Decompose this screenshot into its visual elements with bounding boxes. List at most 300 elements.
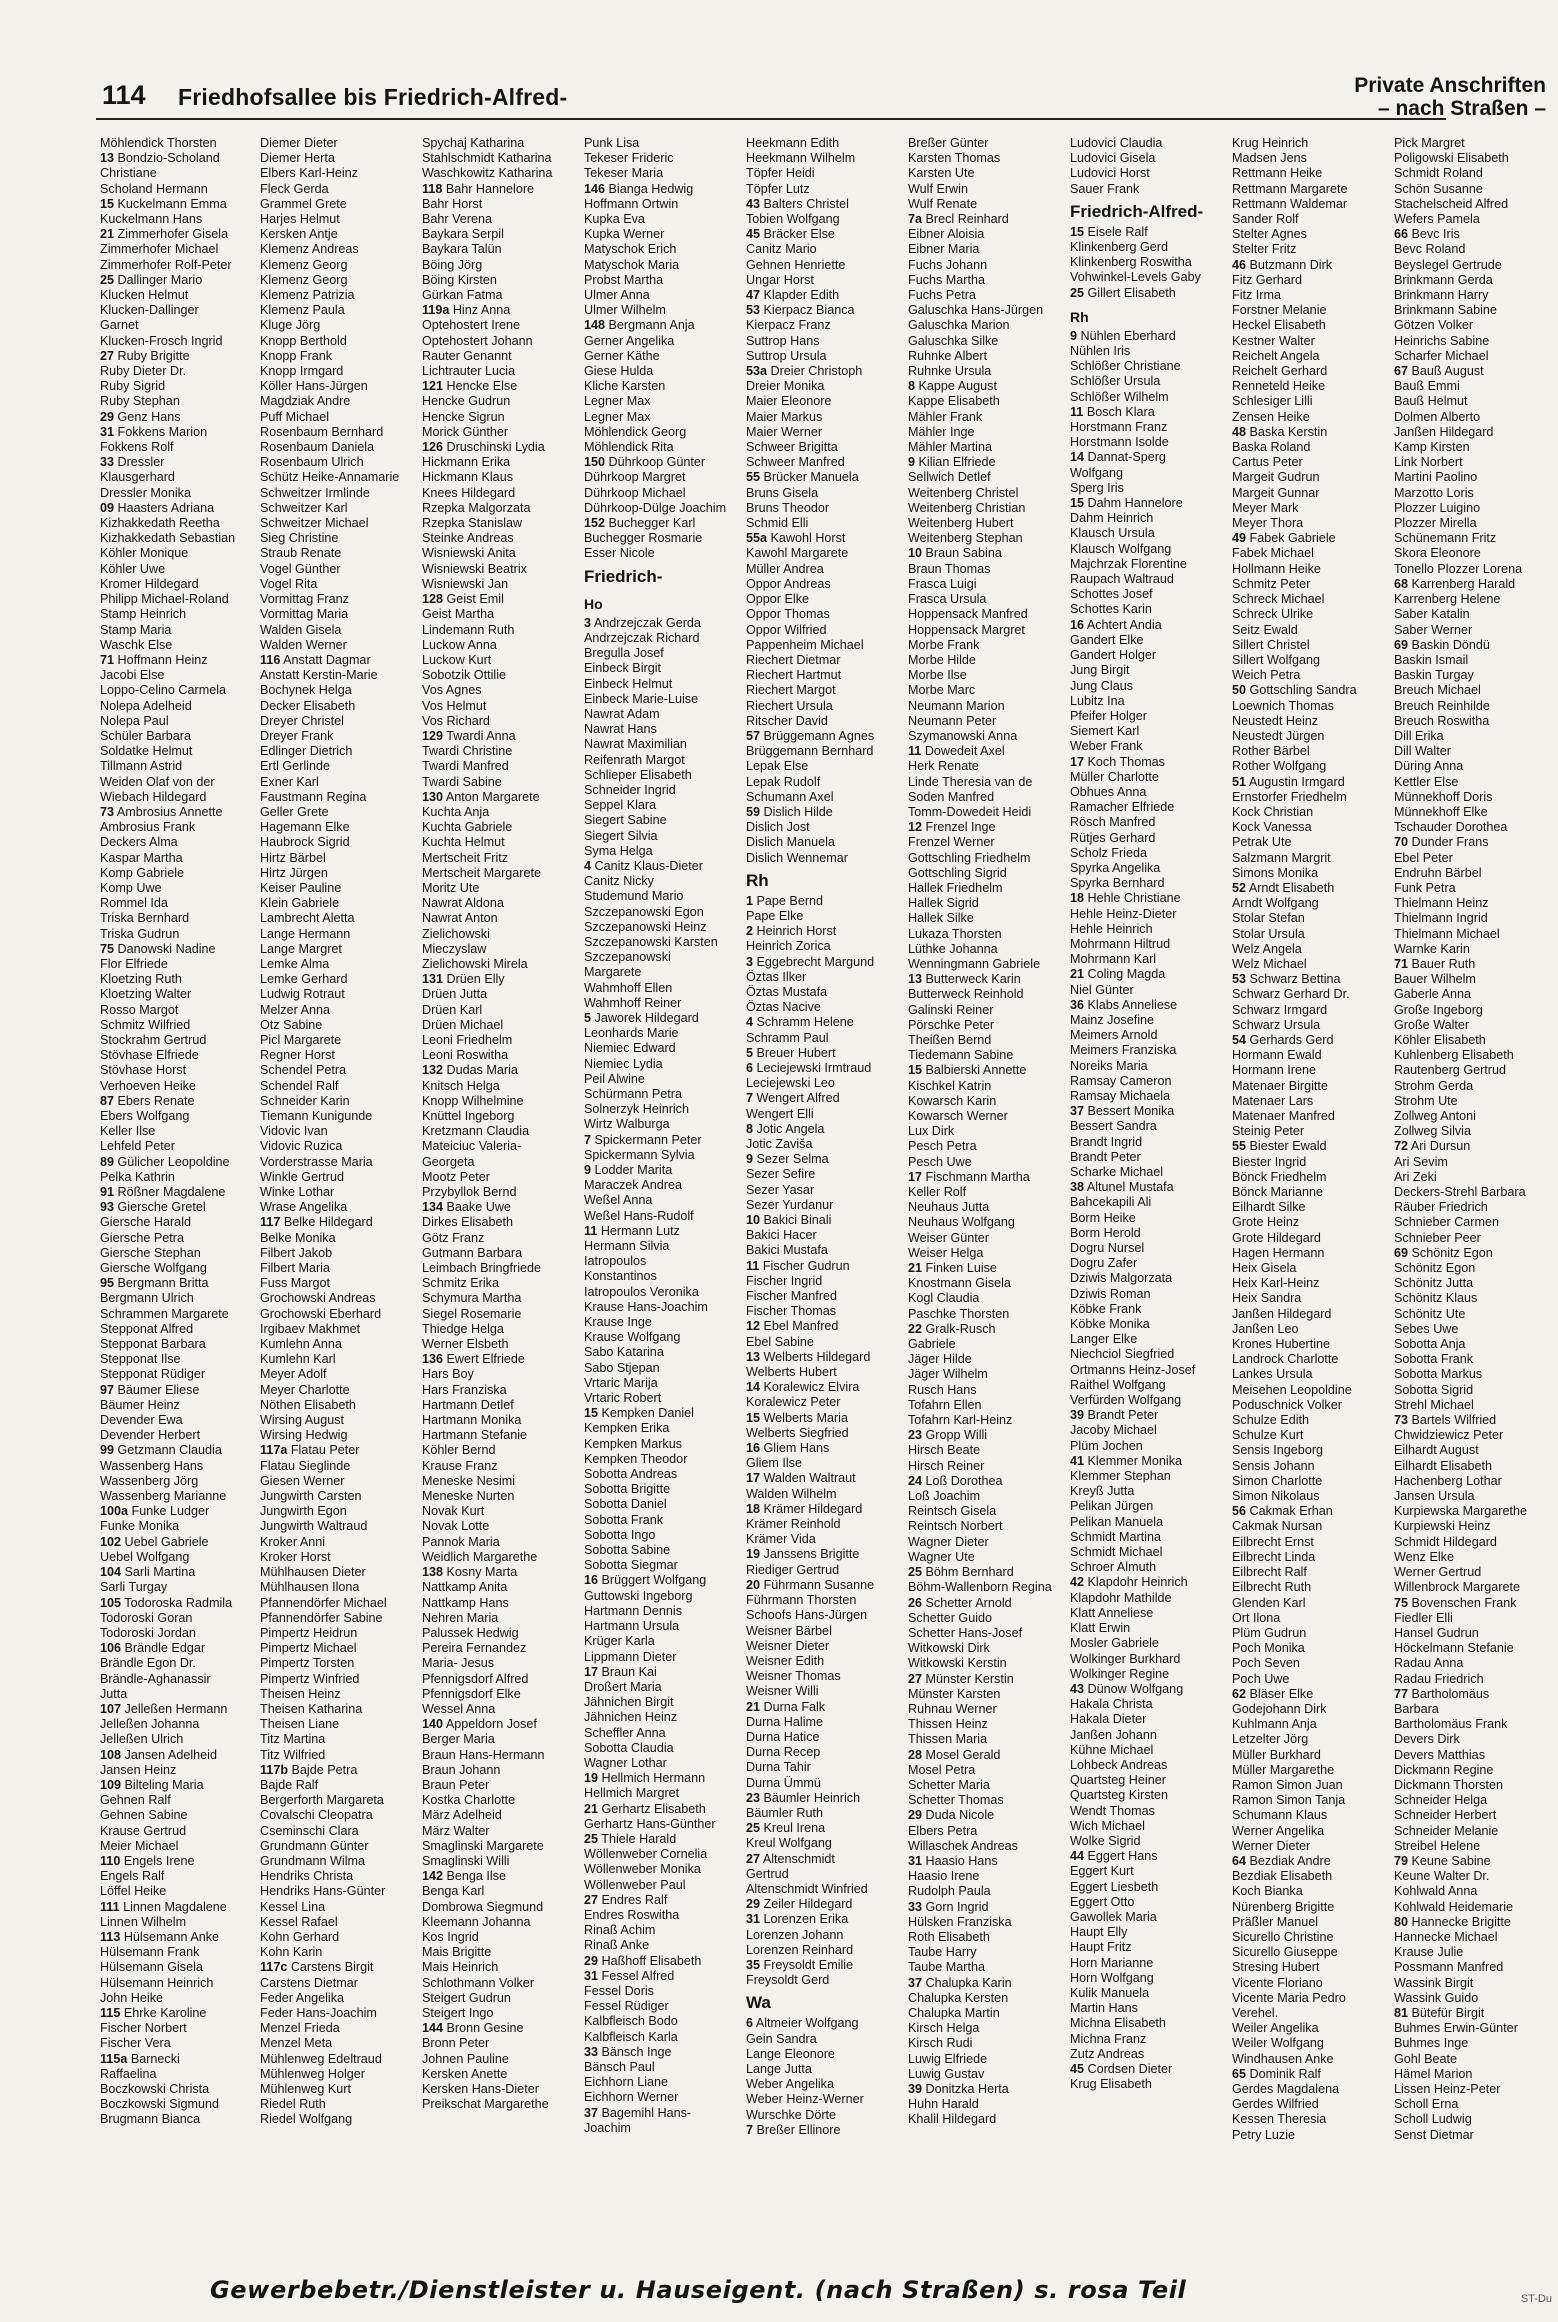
resident-entry [584, 1497, 746, 1512]
resident-entry [1394, 242, 1556, 257]
house-number: 66 [1394, 227, 1409, 242]
resident-name: Beyslegel Gertrude [1394, 257, 1502, 272]
resident-entry [100, 1763, 262, 1778]
resident-entry [1232, 1443, 1394, 1458]
resident-name: Donitzka Herta [925, 2082, 1009, 2096]
resident-name: Hämel Marion [1394, 2066, 1473, 2081]
resident-entry [584, 768, 746, 783]
resident-name: Janssens Brigitte [763, 1547, 860, 1562]
resident-entry [584, 1163, 746, 1178]
resident-entry [422, 699, 584, 714]
resident-name: Rudolph Paula [908, 1884, 991, 1899]
resident-name: Vrtaric Robert [584, 1391, 662, 1406]
resident-entry [422, 1626, 584, 1641]
resident-entry [1394, 1276, 1556, 1291]
resident-entry [746, 455, 908, 470]
resident-name: Sobotta Sigrid [1394, 1382, 1474, 1397]
resident-name: Dührkoop-Dülge Joachim [584, 500, 727, 515]
resident-entry [1232, 2097, 1394, 2112]
resident-entry [1394, 851, 1556, 866]
resident-name: Martini Paolino [1394, 470, 1478, 485]
resident-entry [584, 1315, 746, 1330]
resident-entry [422, 1109, 584, 1124]
resident-entry [1070, 679, 1232, 694]
resident-entry [1232, 1155, 1394, 1170]
resident-name: Bräcker Else [763, 227, 835, 242]
resident-name: Gehnen Sabine [100, 1808, 188, 1823]
resident-entry [1232, 1261, 1394, 1276]
resident-name: Buhmes Erwin-Günter [1394, 2021, 1518, 2036]
resident-entry [1394, 2021, 1556, 2036]
resident-name: Funke Monika [100, 1519, 180, 1534]
resident-name: Jung Claus [1070, 678, 1134, 693]
resident-entry [1394, 1778, 1556, 1793]
resident-name: Gorn Ingrid [925, 1899, 989, 1914]
resident-entry [100, 1778, 262, 1793]
resident-entry [260, 349, 422, 364]
resident-name: Krones Hubertine [1232, 1337, 1331, 1352]
resident-entry [908, 546, 1070, 561]
resident-entry [746, 1928, 908, 1943]
house-number: 17 [746, 1471, 761, 1486]
resident-entry [260, 1504, 422, 1519]
resident-name: Kilian Elfriede [918, 455, 996, 470]
resident-entry [1070, 1515, 1232, 1530]
resident-entry [422, 1048, 584, 1063]
house-number: 21 [746, 1699, 761, 1714]
resident-entry [746, 714, 908, 729]
resident-entry [100, 835, 262, 850]
resident-name: Gawollek Maria [1070, 1909, 1157, 1924]
resident-name: Stamp Heinrich [100, 607, 187, 622]
resident-name: Köhler Elisabeth [1394, 1032, 1486, 1047]
resident-entry [584, 1726, 746, 1741]
resident-name: Krause Inge [584, 1315, 652, 1330]
house-number: 21 [584, 1801, 599, 1816]
resident-entry [746, 2077, 908, 2092]
resident-entry [1070, 2032, 1232, 2047]
resident-entry [908, 440, 1070, 455]
resident-name: Münnekhoff Elke [1394, 804, 1488, 819]
resident-name: Deckers Alma [100, 835, 178, 850]
resident-entry [1232, 1094, 1394, 1109]
resident-name: Georgeta [422, 1154, 475, 1169]
resident-entry [1394, 349, 1556, 364]
resident-name: Morbe Ilse [908, 668, 967, 683]
resident-entry [100, 1550, 262, 1565]
resident-entry [908, 1672, 1070, 1687]
resident-entry [584, 646, 746, 661]
resident-entry [908, 166, 1070, 181]
resident-name: Hormann Ewald [1232, 1048, 1322, 1063]
resident-entry [908, 1824, 1070, 1839]
resident-entry [1394, 1976, 1556, 1991]
resident-entry [1070, 1697, 1232, 1712]
resident-name: Vrtaric Marija [584, 1375, 658, 1390]
resident-name: Wenningmann Gabriele [908, 956, 1041, 971]
resident-entry [1394, 227, 1556, 242]
resident-entry [584, 1421, 746, 1436]
resident-name: Danowski Nadine [117, 941, 216, 956]
resident-name: Schönitz Ute [1394, 1306, 1466, 1321]
resident-entry [100, 410, 262, 425]
resident-entry [1394, 379, 1556, 394]
resident-entry [908, 2021, 1070, 2036]
resident-name: Butterweck Karin [925, 972, 1021, 987]
resident-name: Bessert Sandra [1070, 1119, 1157, 1134]
resident-name: Fitz Irma [1232, 288, 1281, 303]
resident-entry [1232, 699, 1394, 714]
resident-entry [1232, 2052, 1394, 2067]
resident-entry [260, 166, 422, 181]
resident-entry [1394, 1626, 1556, 1641]
resident-entry [584, 677, 746, 692]
resident-entry [1394, 470, 1556, 485]
resident-entry [746, 288, 908, 303]
resident-name: Kurpiewski Heinz [1394, 1519, 1491, 1534]
resident-name: Simon Nikolaus [1232, 1489, 1320, 1504]
resident-entry [1394, 258, 1556, 273]
resident-entry [584, 470, 746, 485]
resident-name: Ari Dursun [1410, 1139, 1471, 1154]
resident-name: Canitz Mario [746, 242, 817, 257]
resident-entry [584, 1452, 746, 1467]
resident-name: Luwig Gustav [908, 2066, 985, 2081]
resident-entry [422, 1352, 584, 1367]
resident-name: Rettmann Margarete [1232, 181, 1348, 196]
resident-name: Nawrat Maximilian [584, 737, 687, 752]
resident-name: Präßler Manuel [1232, 1914, 1319, 1929]
resident-entry [1394, 1139, 1556, 1154]
resident-name: Koch Bianka [1232, 1884, 1303, 1899]
resident-name: Meimers Franziska [1070, 1043, 1177, 1058]
resident-entry [1232, 729, 1394, 744]
resident-entry [1394, 288, 1556, 303]
resident-entry [260, 2036, 422, 2051]
resident-entry [100, 1231, 262, 1246]
resident-name: Drüen Karl [422, 1002, 483, 1017]
resident-name: Arndt Wolfgang [1232, 896, 1319, 911]
resident-entry [1070, 1880, 1232, 1895]
resident-entry [584, 1543, 746, 1558]
resident-name: Hencke Gudrun [422, 394, 511, 409]
house-number: 142 [422, 1869, 444, 1884]
resident-entry [908, 607, 1070, 622]
resident-entry [1070, 739, 1232, 754]
resident-entry [584, 1026, 746, 1041]
resident-entry [422, 227, 584, 242]
resident-entry [746, 1183, 908, 1198]
resident-name: Keller Rolf [908, 1185, 967, 1200]
resident-name: Gehnen Henriette [746, 257, 846, 272]
resident-name: Rautenberg Gertrud [1394, 1063, 1507, 1078]
resident-name: Pannok Maria [422, 1534, 500, 1549]
resident-name: Kuckelmann Hans [100, 212, 203, 227]
resident-entry [100, 501, 262, 516]
resident-name: Wenz Elke [1394, 1549, 1454, 1564]
resident-entry [100, 182, 262, 197]
resident-entry [584, 1832, 746, 1847]
resident-name: Mosler Gabriele [1070, 1636, 1159, 1651]
resident-entry [422, 1398, 584, 1413]
resident-entry [1070, 663, 1232, 678]
resident-entry [260, 1596, 422, 1611]
resident-name: Leciejewski Irmtraud [756, 1060, 872, 1075]
resident-entry [1070, 922, 1232, 937]
resident-entry [100, 1641, 262, 1656]
house-number: 21 [908, 1261, 923, 1276]
resident-name: Horstmann Franz [1070, 420, 1168, 435]
resident-entry [1232, 1732, 1394, 1747]
resident-name: Scholl Ludwig [1394, 2112, 1472, 2127]
resident-name: Kalbfleisch Karla [584, 2029, 678, 2044]
resident-name: Mähler Frank [908, 409, 983, 424]
resident-name: Lorenzen Johann [746, 1927, 844, 1942]
resident-name: Nattkamp Anita [422, 1580, 508, 1595]
resident-entry [1232, 288, 1394, 303]
resident-entry [422, 1611, 584, 1626]
house-number: 72 [1394, 1139, 1409, 1154]
resident-entry [1070, 1074, 1232, 1089]
resident-name: Schwarz Bettina [1249, 972, 1341, 987]
resident-entry [746, 1426, 908, 1441]
resident-entry [422, 1854, 584, 1869]
resident-name: Einbeck Birgit [584, 661, 661, 676]
resident-entry [422, 2021, 584, 2036]
house-number: 113 [100, 1929, 121, 1944]
resident-name: Brücker Manuela [763, 470, 859, 485]
resident-name: Stövhase Horst [100, 1063, 187, 1078]
resident-entry [1394, 911, 1556, 926]
resident-name: Hartmann Ursula [584, 1619, 680, 1634]
resident-name: Landrock Charlotte [1232, 1352, 1339, 1367]
resident-name: Herk Renate [908, 759, 979, 774]
resident-entry [746, 242, 908, 257]
resident-name: Raithel Wolfgang [1070, 1377, 1166, 1392]
resident-name: Schumann Axel [746, 789, 834, 804]
resident-name: Menzel Meta [260, 2036, 333, 2051]
resident-entry [422, 1869, 584, 1884]
resident-name: Rauter Genannt [422, 348, 512, 363]
resident-name: Klemenz Paula [260, 303, 345, 318]
resident-name: Öztas Mustafa [746, 984, 828, 999]
resident-name: Loewnich Thomas [1232, 698, 1334, 713]
resident-entry [746, 303, 908, 318]
resident-entry [100, 318, 262, 333]
resident-entry [260, 1352, 422, 1367]
resident-entry [260, 1763, 422, 1778]
resident-name: Kohlwald Heidemarie [1394, 1899, 1514, 1914]
resident-name: Mähler Martina [908, 440, 992, 455]
resident-name: Bergmann Ulrich [100, 1291, 194, 1306]
resident-name: Brüggemann Bernhard [746, 744, 874, 759]
resident-name: Eggert Kurt [1070, 1864, 1134, 1879]
resident-name: Dombrowa Siegmund [422, 1899, 544, 1914]
resident-entry [100, 957, 262, 972]
resident-entry [422, 2006, 584, 2021]
resident-name: Matyschok Maria [584, 257, 680, 272]
resident-name: Knopp Berthold [260, 333, 347, 348]
resident-entry [1070, 952, 1232, 967]
resident-entry [1070, 998, 1232, 1013]
resident-name: Magdziak Andre [260, 394, 351, 409]
resident-name: Müller Andrea [746, 561, 824, 576]
resident-name: Twardi Anna [446, 728, 516, 743]
resident-name: Tofahrn Karl-Heinz [908, 1413, 1013, 1428]
resident-name: Devers Dirk [1394, 1732, 1460, 1747]
resident-entry [422, 1565, 584, 1580]
resident-entry [422, 1018, 584, 1033]
resident-name: Riechert Hartmut [746, 668, 842, 683]
resident-name: Regner Horst [260, 1048, 335, 1063]
resident-name: Weiden Olaf von der [100, 774, 215, 789]
resident-entry [422, 744, 584, 759]
resident-entry [260, 516, 422, 531]
resident-entry [584, 349, 746, 364]
resident-entry [584, 258, 746, 273]
resident-entry [260, 303, 422, 318]
resident-name: Bönck Marianne [1232, 1185, 1324, 1200]
resident-entry [584, 950, 746, 965]
resident-entry [260, 1261, 422, 1276]
resident-entry [1232, 1215, 1394, 1230]
resident-name: Pfennigsdorf Alfred [422, 1671, 529, 1686]
house-number: 15 [746, 1410, 761, 1425]
resident-name: Baykara Serpil [422, 227, 504, 242]
resident-name: Vormittag Franz [260, 592, 349, 607]
resident-name: Karrenberg Harald [1411, 576, 1516, 591]
resident-entry [1070, 1636, 1232, 1651]
resident-name: Hencke Sigrun [422, 409, 505, 424]
house-number: 31 [908, 1853, 923, 1868]
resident-name: Wurschke Dörte [746, 2107, 837, 2122]
resident-entry [746, 486, 908, 501]
resident-name: Marzotto Loris [1394, 485, 1474, 500]
resident-entry [1232, 516, 1394, 531]
resident-entry [422, 1459, 584, 1474]
resident-name: Roth Elisabeth [908, 1929, 990, 1944]
resident-name: Haßhoff Elisabeth [601, 1953, 702, 1968]
resident-name: Niemiec Lydia [584, 1056, 663, 1071]
resident-name: Brändle Edgar [124, 1641, 206, 1656]
resident-entry [746, 1836, 908, 1851]
resident-name: Cartus Peter [1232, 455, 1303, 470]
resident-name: Klausgerhard [100, 470, 175, 485]
resident-entry [260, 835, 422, 850]
house-number: 115 [100, 2005, 121, 2020]
resident-name: Leonhards Marie [584, 1026, 679, 1041]
resident-name: Nühlen Eberhard [1080, 328, 1176, 343]
resident-name: Luwig Elfriede [908, 2051, 988, 2066]
house-number: 27 [100, 348, 115, 363]
resident-entry [260, 623, 422, 638]
resident-name: Soden Manfred [908, 789, 995, 804]
resident-name: Fessel Rüdiger [584, 1999, 669, 2014]
resident-entry [1232, 820, 1394, 835]
resident-entry [100, 1322, 262, 1337]
resident-entry [1070, 1469, 1232, 1484]
resident-entry [422, 303, 584, 318]
resident-entry [260, 273, 422, 288]
resident-entry [1070, 2062, 1232, 2077]
resident-entry [746, 1198, 908, 1213]
resident-name: Kowarsch Werner [908, 1109, 1008, 1123]
house-number: 19 [584, 1771, 599, 1786]
resident-entry [1394, 790, 1556, 805]
resident-name: Ulmer Wilhelm [584, 303, 666, 318]
house-number: 3 [746, 954, 754, 969]
resident-entry [1232, 1474, 1394, 1489]
resident-entry [422, 896, 584, 911]
resident-name: Winke Lothar [260, 1185, 335, 1200]
house-number: 28 [908, 1747, 923, 1762]
resident-entry [1232, 258, 1394, 273]
resident-entry [1232, 1839, 1394, 1854]
resident-name: Welz Michael [1232, 956, 1307, 971]
resident-entry [1232, 303, 1394, 318]
resident-entry [100, 1504, 262, 1519]
resident-name: Joachim [584, 2120, 631, 2135]
resident-name: Jansen Ursula [1394, 1489, 1475, 1504]
resident-name: Wöllenweber Cornelia [584, 1847, 708, 1862]
house-number: 9 [584, 1163, 592, 1177]
resident-entry [1070, 1013, 1232, 1028]
house-number: 18 [746, 1501, 761, 1516]
resident-name: Zeiler Hildegard [763, 1897, 853, 1912]
resident-entry [1070, 329, 1232, 344]
resident-name: Stepponat Barbara [100, 1337, 206, 1352]
resident-name: Brecl Reinhard [925, 212, 1009, 227]
resident-entry [1232, 1930, 1394, 1945]
resident-entry [1232, 1535, 1394, 1550]
resident-name: Dill Erika [1394, 728, 1444, 743]
resident-entry [908, 1960, 1070, 1975]
house-number: 95 [100, 1276, 115, 1291]
resident-name: Geller Grete [260, 804, 329, 819]
resident-entry [1232, 1687, 1394, 1702]
resident-name: Lambrecht Aletta [260, 911, 355, 926]
resident-name: Schymura Martha [422, 1291, 522, 1306]
resident-name: Rößner Magdalene [117, 1185, 226, 1200]
resident-name: Niechciol Siegfried [1070, 1347, 1175, 1362]
resident-entry [1070, 450, 1232, 465]
resident-name: Ruby Brigitte [117, 348, 190, 363]
resident-name: Scheffler Anna [584, 1725, 666, 1740]
resident-entry [1070, 755, 1232, 770]
resident-name: Meyer Mark [1232, 500, 1299, 515]
resident-name: Schmitz Wilfried [100, 1017, 191, 1032]
resident-entry [1232, 197, 1394, 212]
resident-name: Oppor Wilfried [746, 622, 827, 637]
resident-name: Preikschat Margarethe [422, 2097, 549, 2112]
resident-name: Zielichowski Mirela [422, 956, 528, 971]
resident-entry [584, 1300, 746, 1315]
resident-name: Stamp Maria [100, 622, 172, 637]
resident-entry [584, 2030, 746, 2045]
resident-name: Hehle Heinz-Dieter [1070, 906, 1177, 921]
resident-name: Rosso Margot [100, 1002, 179, 1017]
resident-entry [1070, 344, 1232, 359]
resident-entry [422, 136, 584, 151]
resident-entry [908, 2036, 1070, 2051]
resident-name: Siegert Silvia [584, 828, 658, 843]
resident-entry [746, 2016, 908, 2031]
corner-code: ST-Du [1520, 2293, 1552, 2305]
resident-name: Pimpertz Torsten [260, 1656, 355, 1671]
resident-name: Gülicher Leopoldine [117, 1154, 230, 1169]
resident-name: Jähnichen Heinz [584, 1710, 678, 1725]
resident-name: Kizhakkedath Reetha [100, 516, 220, 531]
